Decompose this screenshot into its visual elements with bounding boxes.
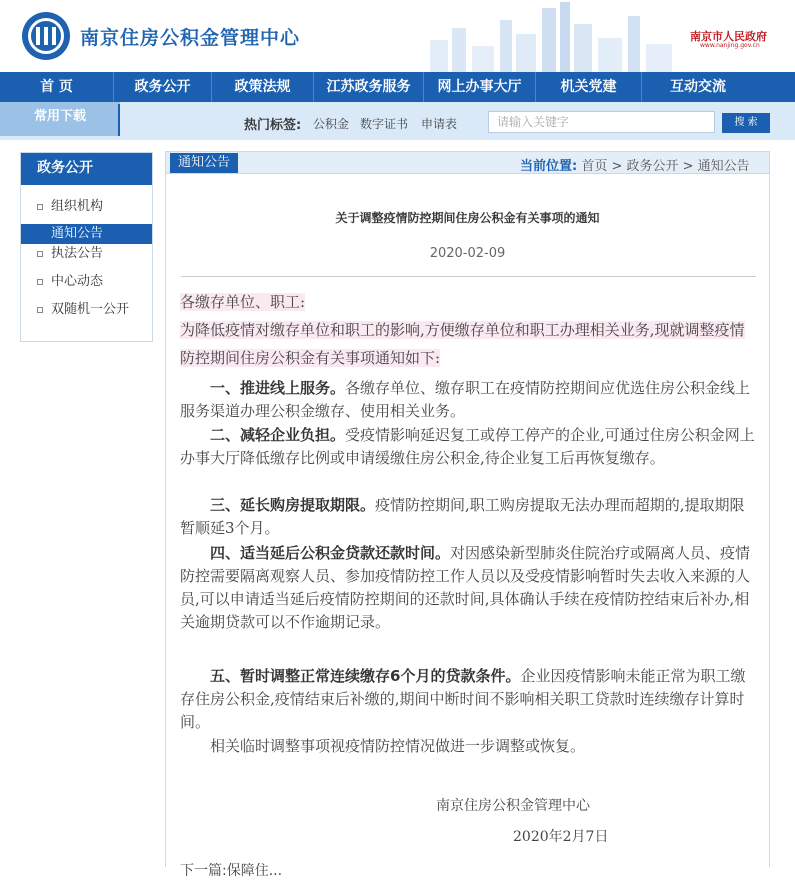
search-button[interactable]: 搜 索 bbox=[722, 113, 770, 133]
article-lead: 为降低疫情对缴存单位和职工的影响,方便缴存单位和职工办理相关业务,现就调整疫情防控期间住房公积金有关事项通知如下: bbox=[180, 321, 745, 367]
city-skyline-graphic bbox=[420, 0, 700, 72]
nav-item-home[interactable]: 首 页 bbox=[0, 72, 114, 102]
sidebar-item-organization[interactable] bbox=[21, 197, 152, 217]
sidebar bbox=[20, 152, 153, 342]
article-panel bbox=[165, 151, 770, 879]
signature-date: 2020年2月7日 bbox=[513, 829, 609, 845]
breadcrumb-path[interactable]: 首页 > 政务公开 > 通知公告 bbox=[581, 159, 750, 174]
nav-item-party-building[interactable]: 机关党建 bbox=[536, 72, 642, 102]
article-panel-header bbox=[166, 152, 769, 174]
sub-toolbar bbox=[0, 102, 795, 140]
square-bullet-icon bbox=[37, 307, 43, 313]
divider bbox=[118, 104, 120, 136]
sidebar-item-enforcement[interactable] bbox=[21, 244, 152, 264]
sidebar-item-label: 中心动态 bbox=[51, 274, 104, 289]
nanjing-gov-url: www.nanjing.gov.cn bbox=[700, 42, 760, 49]
article-closing: 相关临时调整事项视疫情防控情况做进一步调整或恢复。 bbox=[210, 737, 586, 755]
section-tab[interactable]: 通知公告 bbox=[170, 153, 238, 173]
sidebar-title: 政务公开 bbox=[21, 153, 152, 185]
hot-tags-label: 热门标签: bbox=[244, 118, 302, 133]
nav-item-jiangsu-services[interactable]: 江苏政务服务 bbox=[314, 72, 424, 102]
article-date: 2020-02-09 bbox=[429, 246, 506, 261]
sidebar-item-label: 执法公告 bbox=[51, 246, 104, 261]
sidebar-item-label: 通知公告 bbox=[51, 226, 104, 241]
article-section: 一、推进线上服务。各缴存单位、缴存职工在疫情防控期间应优选住房公积金线上服务渠道办理公积金缴存、使用相关业务。 bbox=[180, 379, 751, 420]
site-header bbox=[0, 0, 795, 72]
hot-tag-link[interactable]: 公积金 bbox=[313, 117, 350, 131]
main-nav bbox=[0, 72, 795, 102]
square-bullet-icon bbox=[37, 204, 43, 210]
breadcrumb bbox=[520, 155, 750, 174]
square-bullet-icon bbox=[37, 231, 43, 237]
nav-item-online-hall[interactable]: 网上办事大厅 bbox=[424, 72, 536, 102]
square-bullet-icon bbox=[37, 279, 43, 285]
next-article-link[interactable]: 下一篇:保障住... bbox=[180, 863, 283, 879]
site-title[interactable]: 南京住房公积金管理中心 bbox=[80, 27, 301, 49]
article-section: 四、适当延后公积金贷款还款时间。对因感染新型肺炎住院治疗或隔离人员、疫情防控需要隔离观察人员、参加疫情防控工作人员以及受疫情影响暂时失去收入来源的人员,可以申请适当延后疫情防控期间的还款时间,具体确认手续在疫情防控结束后补办,相关逾期贷款可以不作逾期记录。 bbox=[180, 544, 751, 631]
hot-tag-link[interactable]: 申请表 bbox=[421, 117, 458, 131]
sidebar-item-label: 双随机一公开 bbox=[51, 302, 130, 317]
hot-tag-link[interactable]: 数字证书 bbox=[360, 117, 409, 131]
divider bbox=[181, 276, 756, 277]
article-section: 五、暂时调整正常连续缴存6个月的贷款条件。企业因疫情影响未能正常为职工缴存住房公积金,疫情结束后补缴的,期间中断时间不影响相关职工贷款时连续缴存计算时间。 bbox=[180, 667, 746, 731]
nav-item-policies[interactable]: 政策法规 bbox=[212, 72, 314, 102]
article-section: 三、延长购房提取期限。疫情防控期间,职工购房提取无法办理而超期的,提取期限暂顺延3个月。 bbox=[180, 496, 745, 537]
article-salutation: 各缴存单位、职工: bbox=[180, 293, 306, 311]
sidebar-item-news[interactable] bbox=[21, 272, 152, 292]
nav-item-gov-affairs[interactable]: 政务公开 bbox=[114, 72, 212, 102]
common-downloads-link[interactable]: 常用下载 bbox=[0, 102, 120, 136]
square-bullet-icon bbox=[37, 251, 43, 257]
article-title: 关于调整疫情防控期间住房公积金有关事项的通知 bbox=[335, 211, 600, 225]
sidebar-item-random-inspection[interactable] bbox=[21, 300, 152, 320]
search-input[interactable] bbox=[488, 111, 715, 133]
sidebar-item-notices[interactable] bbox=[21, 224, 152, 244]
center-logo-icon[interactable] bbox=[22, 12, 70, 60]
nanjing-gov-logo[interactable]: 南京市人民政府 bbox=[690, 30, 767, 43]
breadcrumb-label: 当前位置: bbox=[520, 159, 578, 174]
signature-organization: 南京住房公积金管理中心 bbox=[436, 798, 590, 814]
sidebar-item-label: 组织机构 bbox=[51, 199, 104, 214]
nav-item-interaction[interactable]: 互动交流 bbox=[670, 79, 726, 95]
article-section: 二、减轻企业负担。受疫情影响延迟复工或停工停产的企业,可通过住房公积金网上办事大厅降低缴存比例或申请缓缴住房公积金,待企业复工后再恢复缴存。 bbox=[180, 426, 755, 467]
